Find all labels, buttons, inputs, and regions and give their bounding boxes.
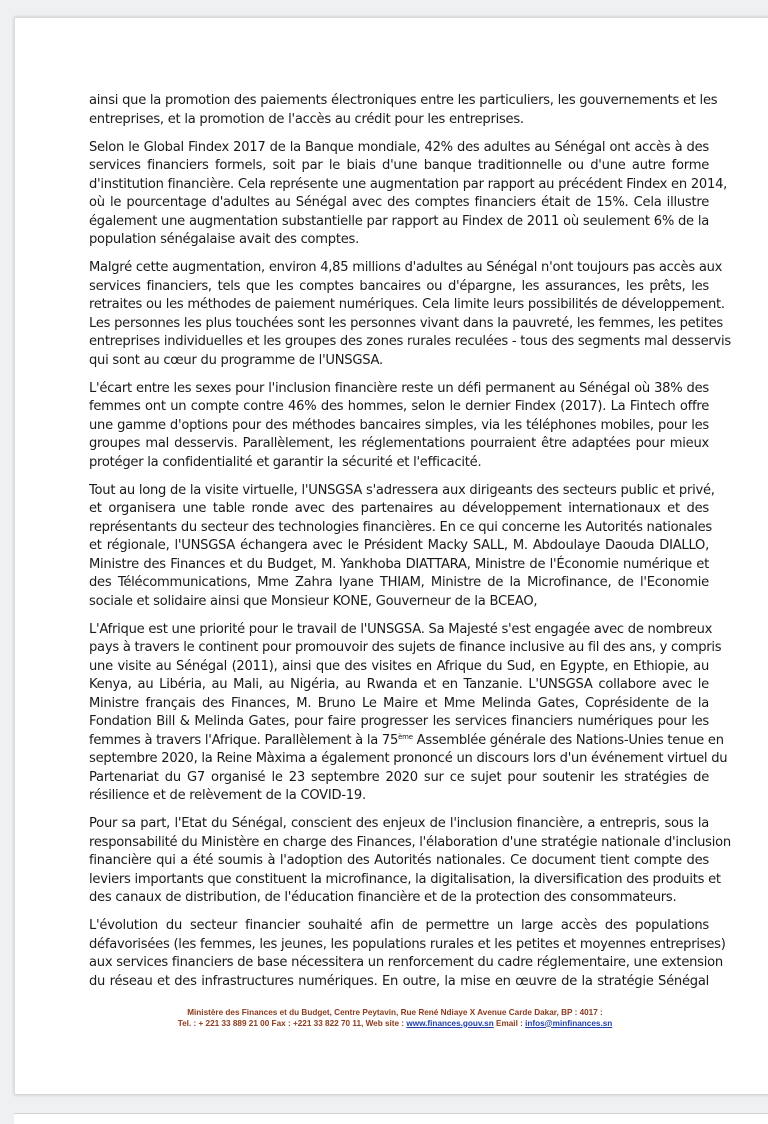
paragraph-sector-evolution [89,917,726,991]
text-line: Tout au long de la visite virtuelle, l'UNSGSA s'adressera aux dirigeants des secteurs public et privé, [89,482,715,498]
text-line [89,732,724,751]
document-page [14,17,768,1095]
text-line: une visite au Sénégal (2011), ainsi que des visites en Afrique du Sud, en Egypte, en Ethiopie, au [89,658,709,674]
text-line: services financiers formels, soit par le biais d'une banque traditionnelle ou d'une autre forme [89,158,709,173]
text-line: où le pourcentage d'adultes au Sénégal avec des comptes financiers était de 15%. Cela illustre [89,195,709,210]
text-line: L'écart entre les sexes pour l'inclusion financière reste un défi permanent au Sénégal où 38% des [89,380,709,396]
text-line: aux services financiers de base nécessitera un renforcement du cadre réglementaire, une extension [89,955,723,970]
text-line: responsabilité du Ministère en charge des Finances, l'élaboration d'une stratégie nationale d'inclusion [89,834,731,850]
document-body [89,92,731,1001]
text-line: représentants du secteur des technologies financières. En ce qui concerne les Autorités nationales [89,519,713,535]
footer-contact [15,1019,768,1030]
paragraph-virtual-visit [89,482,715,612]
text-line: leviers importants que constituent la microfinance, la digitalisation, la diversification des produits et [89,871,721,887]
text-line: Pour sa part, l'Etat du Sénégal, conscient des enjeux de l'inclusion financière, a entrepris, sous la [89,816,709,831]
paragraph-gender-gap [89,380,709,473]
superscript-ordinal: ème [398,732,413,741]
text-line: population sénégalaise avait des comptes. [89,232,360,247]
text-line: retraites ou les méthodes de paiement numériques. Cela limite leurs possibilités de développement. [89,297,725,312]
text-line: Ministre des Finances et du Budget, M. Yankhoba DIATTARA, Ministre de l'Économie numérique et [89,556,709,572]
text-line: L'Afrique est une priorité pour le travail de l'UNSGSA. Sa Majesté s'est engagée avec de nombreux [89,621,713,637]
paragraph-unbanked-adults [89,259,731,370]
text-line: L'évolution du secteur financier souhaité afin de permettre un large accès des populations [89,918,709,933]
paragraph-africa-priority [89,621,728,806]
website-link[interactable]: www.finances.gouv.sn [406,1018,494,1028]
text-line: ainsi que la promotion des paiements électroniques entre les particuliers, les gouvernements et les [89,93,718,108]
text-line: entreprises individuelles et les groupes des zones rurales reculées - tous des segments mal desservis [89,334,731,349]
paragraph-global-findex [89,139,728,250]
text-line: du réseau et des infrastructures numériques. En outre, la mise en œuvre de la stratégie Sénégal [89,973,709,989]
text-line: septembre 2020, la Reine Màxima a également prononcé un discours lors d'un événement virtuel du [89,751,728,766]
text-line: protéger la confidentialité et garantir la sécurité et l'efficacité. [89,454,482,470]
text-line: Selon le Global Findex 2017 de la Banque mondiale, 42% des adultes au Sénégal ont accès à des [89,139,709,155]
text-line: défavorisées (les femmes, les jeunes, les populations rurales et les petites et moyennes entreprises) [89,936,726,952]
text-line: et organisera une table ronde avec des partenaires au développement internationaux et des [89,501,709,516]
text-line: Les personnes les plus touchées sont les personnes vivant dans la pauvreté, les femmes, les petites [89,315,723,331]
text-line: groupes mal desservis. Parallèlement, les réglementations pourraient être adaptées pour mieux [89,436,709,451]
text-line: des Télécommunications, Mme Zahra Iyane THIAM, Ministre de la Microfinance, de l'Economie [89,575,709,590]
text-line: qui sont au cœur du programme de l'UNSGSA. [89,352,383,368]
text-line: une gamme d'options pour des méthodes bancaires simples, via les téléphones mobiles, pour les [89,417,709,433]
text-line: femmes ont un compte contre 46% des hommes, selon le dernier Findex (2017). La Fintech offre [89,399,709,414]
footer-email-label: Email : [493,1018,526,1028]
text-fragment: Assemblée générale des Nations-Unies tenue en [412,732,724,748]
text-line: également une augmentation substantielle par rapport au Findex de 2011 où seulement 6% de la [89,213,709,229]
footer-address: Ministère des Finances et du Budget, Centre Peytavin, Rue René Ndiaye X Avenue Carde Dakar, BP : 4017 : [187,1008,603,1017]
text-line: services financiers, tels que les comptes bancaires ou d'épargne, les assurances, les prêts, les [89,278,709,294]
paragraph-electronic-payments [89,92,718,129]
text-line: Fondation Bill & Melinda Gates, pour faire progresser les services financiers numériques pour les [89,714,709,729]
text-line: financière qui a été soumis à l'adoption des Autorités nationales. Ce document tient compte des [89,853,709,868]
text-line: Ministre français des Finances, M. Bruno Le Maire et Mme Melinda Gates, Coprésidente de la [89,695,709,711]
text-line: résilience et de relèvement de la COVID-19. [89,788,366,803]
text-line: sociale et solidaire ainsi que Monsieur KONE, Gouverneur de la BCEAO, [89,593,538,609]
text-line: Malgré cette augmentation, environ 4,85 millions d'adultes au Sénégal n'ont toujours pas accès aux [89,260,723,275]
letterhead-footer [15,1008,768,1029]
text-line: des canaux de distribution, de l'éducation financière et de la protection des consommateurs. [89,890,677,905]
text-line: entreprises, et la promotion de l'accès au crédit pour les entreprises. [89,111,524,127]
email-link[interactable]: infos@minfinances.sn [525,1018,613,1028]
footer-tel-fax: Tel. : + 221 33 889 21 00 Fax : +221 33 822 70 11, Web site : [177,1018,407,1028]
paragraph-national-strategy [89,815,731,908]
text-line: Partenariat du G7 organisé le 23 septembre 2020 sur ce sujet pour soutenir les stratégies de [89,769,709,785]
text-line: pays à travers le continent pour promouvoir des sujets de finance inclusive au fil des ans, y compris [89,640,722,655]
text-line: et régionale, l'UNSGSA échangera avec le Président Macky SALL, M. Abdoulaye Daouda DIALLO, [89,538,709,553]
text-line: d'institution financière. Cela représente une augmentation par rapport au précédent Findex en 2014, [89,176,728,192]
text-line: Kenya, au Libéria, au Mali, au Nigéria, au Rwanda et en Tanzanie. L'UNSGSA collabore avec le [89,677,709,692]
text-fragment: femmes à travers l'Afrique. Parallèlement à la 75 [89,732,399,748]
